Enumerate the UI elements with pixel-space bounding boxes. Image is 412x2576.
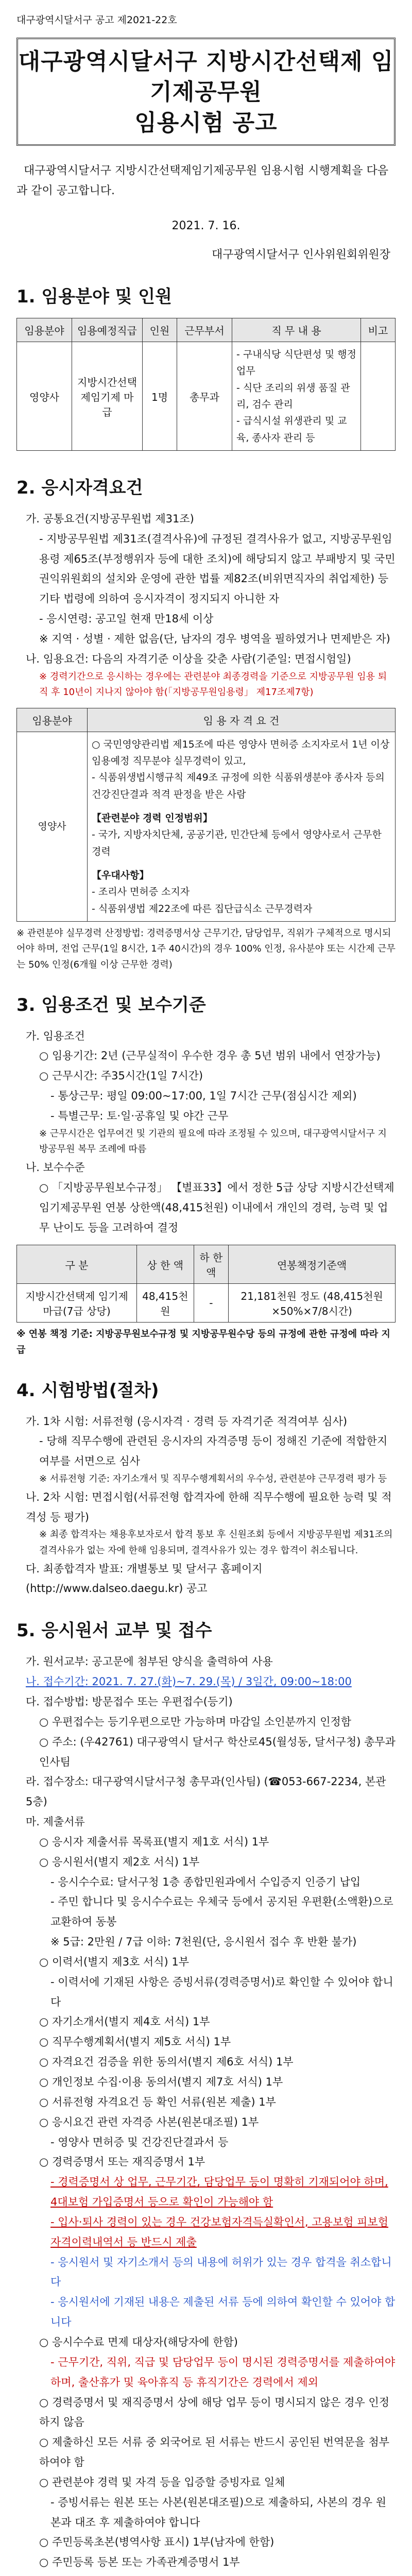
title-box [16,38,396,146]
doc-item: - 이력서에 기재된 사항은 증빙서류(경력증명서)로 확인할 수 있어야 합니다 [50,1975,393,2008]
cond-1: ○ 임용기간: 2년 (근무실적이 우수한 경우 총 5년 범위 내에서 연장가능) [39,1049,381,1062]
th-dept: 근무부서 [177,318,232,342]
apply-form: 가. 원서교부: 공고문에 첨부된 양식을 출력하여 사용 [26,1655,273,1668]
duty-item: - 급식시설 위생관리 및 교육, 종사자 관리 등 [236,415,347,444]
pay-table [16,1245,396,1323]
q-line: 【관련분야 경력 인정범위】 [92,812,213,824]
cond-4: - 특별근무: 토·일·공휴일 및 야간 근무 [50,1110,229,1123]
q-line: ○ 국민영양관리법 제15조에 따른 영양사 면허증 소지자로서 1년 이상 임용예정 직무분야 실무경력이 있고, [92,738,390,767]
th-pay-1: 상 한 액 [137,1245,194,1284]
pay-table-header [17,1245,396,1284]
cell-pay-3: 21,181천원 정도 (48,415천원×50%×7/8시간) [229,1284,396,1323]
cell-count: 1명 [143,342,177,451]
th-pay-3: 연봉책정기준액 [229,1245,396,1284]
section-5-title: 5. 응시원서 교부 및 접수 [16,1620,212,1641]
pay-note: ※ 연봉 책정 기준: 지방공무원보수규정 및 지방공무원수당 등의 규정에 관한 규정에 따라 지급 [16,1329,390,1356]
exam-1-note: ※ 서류전형 기준: 자기소개서 및 직무수행계획서의 우수성, 관련분야 근무경력 평가 등 [39,1473,387,1485]
notice-date: 2021. 7. 16. [171,219,241,233]
section-2-title: 2. 응시자격요건 [16,477,143,498]
cell-duties [232,342,361,451]
apply-method-1: ○ 우편접수는 등기우편으로만 가능하며 마감일 소인분까지 인정함 [39,1715,352,1728]
doc-item: ○ 자기소개서(별지 제4호 서식) 1부 [39,2015,210,2028]
doc-item: - 영양사 면허증 및 건강진단결과서 등 [50,2136,229,2148]
cell-dept: 총무과 [177,342,232,451]
doc-item: ○ 주민등록 등본 또는 가족관계증명서 1부 [39,2556,240,2569]
duty-item: - 구내식당 식단편성 및 행정업무 [236,349,356,377]
section-4-title: 4. 시험방법(절차) [16,1380,159,1401]
doc-item: ○ 개인정보 수집·이용 동의서(별지 제7호 서식) 1부 [39,2076,283,2089]
th-q-field: 임용분야 [17,708,88,732]
apply-method: 다. 접수방법: 방문접수 또는 우편접수(등기) [26,1695,233,1708]
th-duties: 직 무 내 용 [232,318,361,342]
exam-2: 나. 2차 시험: 면접시험(서류전형 합격자에 한해 직무수행에 필요한 능력 및 적격성 등 평가) [26,1490,392,1523]
doc-item: ○ 경력증명서 또는 재직증명서 1부 [39,2156,205,2168]
doc-item: ○ 응시수수료 면제 대상자(해당자에 한함) [39,2335,238,2348]
doc-item: ※ 5급: 2만원 / 7급 이하: 7천원(단, 응시원서 접수 후 반환 불가) [50,1936,357,1948]
recruit-table [16,318,396,451]
cond-title: 가. 임용조건 [26,1029,85,1042]
th-field: 임용분야 [17,318,72,342]
section-1-title: 1. 임용분야 및 인원 [16,286,172,308]
doc-item: - 응시수수료: 달서구청 1층 종합민원과에서 수입증지 인증기 납입 [50,1875,361,1888]
req-common: 가. 공통요건(지방공무원법 제31조) [26,512,194,525]
req-common-2: - 응시연령: 공고일 현재 만18세 이상 [39,613,214,625]
docs-title: 마. 제출서류 [26,1816,85,1828]
cond-note: ※ 근무시간은 업무여건 및 기관의 필요에 따라 조정될 수 있으며, 대구광역시달서구 지방공무원 복무 조례에 따름 [39,1128,387,1155]
q-line: - 조리사 면허증 소지자 [92,886,190,898]
table-row [17,732,396,921]
doc-item [16,2572,396,2576]
recruit-table-header [17,318,396,342]
exam-1: 가. 1차 시험: 서류전형 (응시자격 · 경력 등 자격기준 적격여부 심사) [26,1415,348,1428]
cell-note [361,342,396,451]
doc-notice: - 응시원서에 기재된 내용은 제출된 서류 등에 의하여 확인할 수 있어야 합니다 [50,2296,396,2329]
exam-2-note: ※ 최종 합격자는 채용후보자로서 합격 통보 후 신원조회 등에서 지방공무원법 제31조의 결격사유가 없는 자에 한해 임용되며, 결격사유가 있는 경우 합격이 취소됩니다. [39,1529,393,1556]
req-note: ※ 경력기간으로 응시하는 경우에는 관련분야 최종경력을 기준으로 지방공무원 임용 퇴직 후 10년이 지나지 않아야 함(「지방공무원임용령」 제17조제7항) [39,671,387,698]
req-appointment: 나. 임용요건: 다음의 자격기준 이상을 갖춘 사람(기준일: 면접시험일) [26,652,351,665]
apply-place: 라. 접수장소: 대구광역시달서구청 총무과(인사팀) (☎053-667-2234, 본관 5층) [26,1775,386,1808]
th-count: 인원 [143,318,177,342]
qualification-header [17,708,396,732]
cond-2: ○ 근무시간: 주35시간(1일 7시간) [39,1070,203,1082]
pay-title: 나. 보수수준 [26,1161,85,1174]
doc-item: ○ 경력증명서 및 재직증명서 상에 해당 업무 등이 명시되지 않은 경우 인정하지 않음 [39,2396,390,2429]
doc-item: ○ 응시요건 관련 자격증 사본(원본대조필) 1부 [39,2115,259,2128]
intro-text: 대구광역시달서구 지방시간선택제임기제공무원 임용시험 시행계획을 다음과 같이 공고합니다. [16,164,389,197]
page-title-line1: 대구광역시달서구 지방시간선택제 임기제공무원 [18,48,394,106]
cell-pay-1: 48,415천원 [137,1284,194,1323]
q-line: - 식품위생법 제22조에 따른 집단급식소 근무경력자 [92,903,313,914]
th-grade: 임용예정직급 [72,318,143,342]
th-pay-0: 구 분 [17,1245,137,1284]
apply-method-2: ○ 주소: (우42761) 대구광역시 달서구 학산로45(월성동, 달서구청) 총무과 인사팀 [39,1735,396,1768]
cell-pay-0: 지방시간선택제 임기제 마급(7급 상당) [17,1284,137,1323]
req-common-1: - 지방공무원법 제31조(결격사유)에 규정된 결격사유가 없고, 지방공무원임용령 제65조(부정행위자 등에 대한 조치)에 해당되지 않고 부패방지 및 국민권익위원회의 설치와 운영에 관한 법률 제82조(비위면직자의 취업제한) 등 기타 법령에 의하여 응시자격이 정지되지 아니한 자 [39,532,396,605]
exam-3: 다. 최종합격자 발표: 개별통보 및 달서구 홈페이지(http://www.dalseo.daegu.kr) 공고 [26,1562,263,1595]
pay-1: ○ 「지방공무원보수규정」 【별표33】에서 정한 5급 상당 지방시간선택제임기제공무원 연봉 상한액(48,415천원) 이내에서 개인의 경력, 능력 및 업무 난이도 등을 고려하여 결정 [39,1181,394,1234]
q-line: - 국가, 지방자치단체, 공공기관, 민간단체 등에서 영양사로서 근무한 경력 [92,829,382,857]
signer: 대구광역시달서구 인사위원회위원장 [211,248,390,262]
doc-item: - 증빙서류는 원본 또는 사본(원본대조필)으로 제출하되, 사본의 경우 원본과 대조 후 제출하여야 합니다 [50,2496,387,2529]
q-line: - 식품위생법시행규칙 제49조 규정에 의한 식품위생분야 종사자 등의 건강진단결과 적격 판정을 받은 사람 [92,772,385,800]
doc-warning: - 경력증명서 상 업무, 근무기간, 담당업무 등이 명확히 기재되어야 하며, 4대보험 가입증명서 등으로 확인이 가능해야 함 [50,2176,388,2209]
doc-item: ○ 직무수행계획서(별지 제5호 서식) 1부 [39,2036,231,2048]
doc-item: - 주민 합니다 및 응시수수료는 우체국 등에서 공지된 우편환(소액환)으로 교환하여 동봉 [50,1895,393,1928]
apply-period: 나. 접수기간: 2021. 7. 27.(화)~7. 29.(목) / 3일간, 09:00~18:00 [26,1675,352,1688]
th-q-req: 임 용 자 격 요 건 [88,708,396,732]
doc-notice: - 응시원서 및 자기소개서 등의 내용에 허위가 있는 경우 합격을 취소합니다 [50,2256,392,2289]
cell-pay-2: - [194,1284,229,1323]
q-line: 【우대사항】 [92,869,149,881]
doc-item: ○ 이력서(별지 제3호 서식) 1부 [39,1955,189,1968]
cond-3: - 통상근무: 평일 09:00~17:00, 1일 7시간 근무(점심시간 제외) [50,1090,357,1103]
doc-item: ○ 관련분야 경력 및 자격 등을 입증할 증빙자료 일체 [39,2476,285,2488]
duty-item: - 식단 조리의 위생 품질 관리, 검수 관리 [236,382,350,411]
doc-item: ○ 응시원서(별지 제2호 서식) 1부 [39,1855,200,1868]
cell-field: 영양사 [17,342,72,451]
notice-number: 대구광역시달서구 공고 제2021-22호 [16,14,177,26]
cell-q-field: 영양사 [17,732,88,921]
doc-warning: - 입사·퇴사 경력이 있는 경우 건강보험자격득실확인서, 고용보험 피보험자격이력내역서 등 반드시 제출 [50,2215,388,2248]
qualification-table [16,708,396,922]
doc-item: ○ 자격요건 검증을 위한 동의서(별지 제6호 서식) 1부 [39,2056,294,2069]
req-common-3: ※ 지역 · 성별 · 제한 없음(단, 남자의 경우 병역을 필하였거나 면제받은 자) [39,633,390,646]
doc-item: ○ 제출하신 모든 서류 중 외국어로 된 서류는 반드시 공인된 번역문을 첨부하여야 함 [39,2436,390,2469]
doc-item: ○ 응시자 제출서류 목록표(별지 제1호 서식) 1부 [39,1835,269,1848]
table-row [17,342,396,451]
section-3-title: 3. 임용조건 및 보수기준 [16,994,206,1015]
doc-item: - 근무기간, 직위, 직급 및 담당업무 등이 명시된 경력증명서를 제출하여야 하며, 출산휴가 및 육아휴직 등 휴직기간은 경력에서 제외 [50,2355,396,2388]
doc-item: ○ 서류전형 자격요건 등 확인 서류(원본 제출) 1부 [39,2095,276,2108]
cell-q-req [88,732,396,921]
cell-grade: 지방시간선택제임기제 마급 [72,342,143,451]
th-pay-2: 하 한 액 [194,1245,229,1284]
th-note: 비고 [361,318,396,342]
table-row [17,1284,396,1323]
page-title-line2: 임용시험 공고 [134,109,278,136]
exam-1-detail: - 당해 직무수행에 관련된 응시자의 자격증명 등이 정해진 기준에 적합한지 여부를 서면으로 심사 [39,1435,388,1468]
qualification-footnote: ※ 관련분야 실무경력 산정방법: 경력증명서상 근무기간, 담당업무, 직위가 구체적으로 명시되어야 하며, 전업 근무(1일 8시간, 1주 40시간)의 경우 100% 인정, 유사분야 또는 시간제 근무는 50% 인정(6개월 이상 근무한 경력) [16,927,396,971]
doc-item: ○ 주민등록초본(병역사항 표시) 1부(남자에 한함) [39,2536,274,2549]
